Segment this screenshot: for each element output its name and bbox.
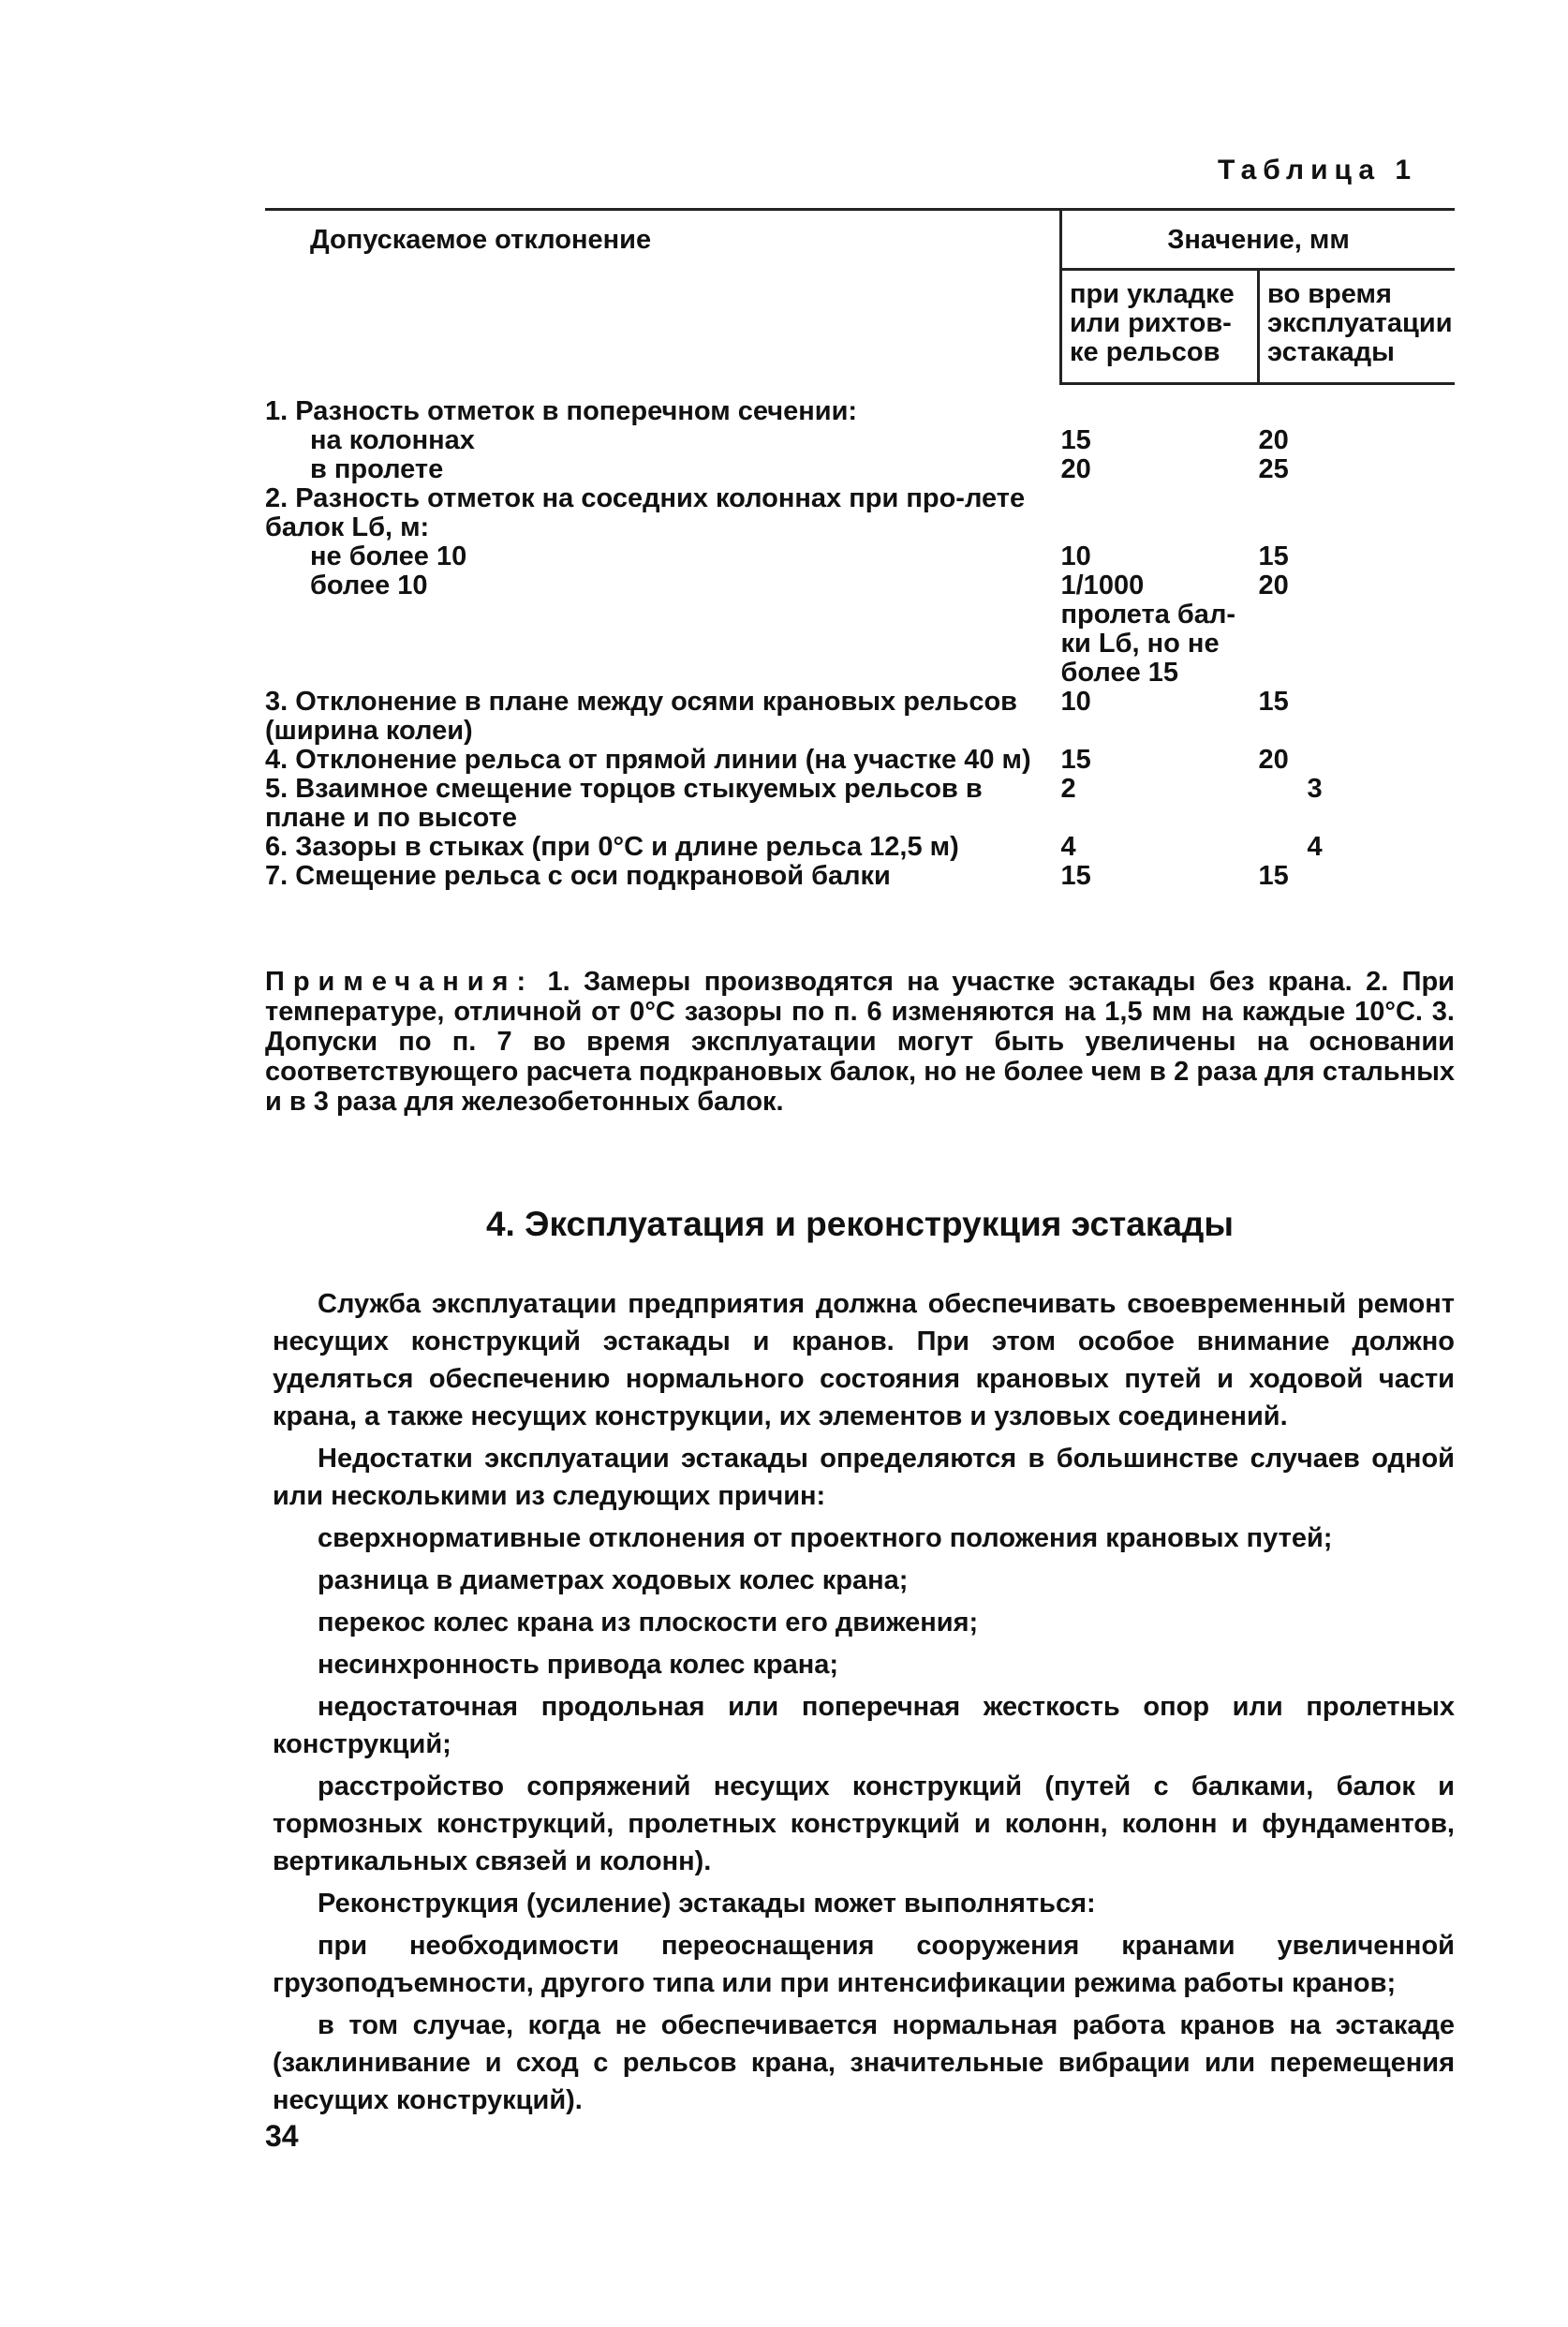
row-parameter: 1. Разность отметок в поперечном сечении: (265, 395, 858, 426)
row-value-operation: 20 (1258, 570, 1289, 600)
row-parameter: 7. Смещение рельса с оси подкрановой балки (265, 860, 891, 891)
header-sub-installation: при укладке или рихтов-ке рельсов (1061, 270, 1259, 384)
row-value-operation: 15 (1258, 686, 1289, 717)
row-value-install: 4 (1060, 831, 1076, 862)
row-value-install (1061, 484, 1259, 542)
row-value-operation: 4 (1307, 831, 1323, 862)
row-value-install: 15 (1060, 860, 1091, 891)
row-value-install: 20 (1060, 453, 1091, 484)
list-item: несинхронность привода колес крана; (318, 1650, 839, 1680)
row-parameter: 2. Разность отметок на соседних колоннах при про-лете балок Lб, м: (265, 482, 1026, 542)
row-value-install: 15 (1060, 744, 1091, 775)
header-sub-operation: во время эксплуатации эстакады (1259, 270, 1456, 384)
table-row (265, 862, 1455, 891)
table-row (265, 484, 1455, 542)
row-parameter: 5. Взаимное смещение торцов стыкуемых рельсов в плане и по высоте (265, 773, 983, 833)
row-parameter: в пролете (310, 453, 444, 484)
list-item: разница в диаметрах ходовых колес крана; (318, 1565, 909, 1595)
body-text (273, 1285, 1455, 2124)
table-caption: Таблица 1 (1218, 155, 1418, 185)
header-value: Значение, мм (1061, 210, 1456, 270)
table-row (265, 384, 1455, 426)
row-value-operation: 3 (1307, 773, 1323, 804)
row-value-install (1061, 384, 1259, 426)
row-value-install: 1/1000 пролета бал-ки Lб, но не более 15 (1060, 570, 1236, 688)
table-row (265, 833, 1455, 862)
row-parameter: 3. Отклонение в плане между осями крановых рельсов (ширина колеи) (265, 686, 1018, 746)
note-lead: Примечания: (265, 967, 535, 997)
row-value-install: 10 (1060, 686, 1091, 717)
paragraph: Служба эксплуатации предприятия должна обеспечивать своевременный ремонт несущих конструкций эстакады и кранов. При этом особое внимание должно уделяться обеспечению нормального состояния крановых путей и ходовой части крана, а также несущих конструкции, их элементов и узловых соединений. (273, 1289, 1455, 1431)
table-row (265, 571, 1455, 688)
row-value-operation: 15 (1258, 541, 1289, 571)
table-row (265, 746, 1455, 775)
row-value-install: 10 (1060, 541, 1091, 571)
row-value-operation (1259, 384, 1456, 426)
list-item: перекос колес крана из плоскости его движения; (318, 1608, 979, 1638)
table-row (265, 688, 1455, 746)
row-parameter: на колоннах (310, 424, 475, 455)
row-value-operation: 25 (1258, 453, 1289, 484)
table-row (265, 775, 1455, 833)
section-title: 4. Эксплуатация и реконструкция эстакады (485, 1205, 1234, 1243)
row-parameter: более 10 (310, 570, 428, 600)
row-value-operation: 20 (1258, 424, 1289, 455)
list-item: при необходимости переоснащения сооружения кранами увеличенной грузоподъемности, другого типа или при интенсификации режима работы кранов; (273, 1931, 1455, 1998)
row-value-install: 2 (1060, 773, 1076, 804)
list-item: недостаточная продольная или поперечная жесткость опор или пролетных конструкций; (273, 1692, 1455, 1759)
paragraph: Реконструкция (усиление) эстакады может выполняться: (318, 1889, 1096, 1919)
table-row (265, 455, 1455, 484)
note-text: 1. Замеры производятся на участке эстакады без крана. 2. При температуре, отличной от 0°С зазоры по п. 6 изменяются на 1,5 мм на каждые 10°С. 3. Допуски по п. 7 во время эксплуатации могут быть увеличены на основании соответствующего расчета подкрановых балок, но не более чем в 2 раза для стальных и в 3 раза для железобетонных балок. (265, 967, 1455, 1117)
row-parameter: не более 10 (310, 541, 467, 571)
paragraph: Недостатки эксплуатации эстакады определяются в большинстве случаев одной или несколькими из следующих причин: (273, 1444, 1455, 1511)
row-value-install: 15 (1060, 424, 1091, 455)
row-value-operation: 20 (1258, 744, 1289, 775)
page-number: 34 (265, 2119, 299, 2153)
table-row (265, 542, 1455, 571)
row-value-operation (1259, 484, 1456, 542)
list-item: в том случае, когда не обеспечивается нормальная работа кранов на эстакаде (заклинивание и сход с рельсов крана, значительные вибрации или перемещения несущих конструкций). (273, 2010, 1455, 2115)
tolerance-table (265, 208, 1455, 891)
table-note (265, 967, 1455, 1117)
header-parameter: Допускаемое отклонение (265, 210, 1061, 384)
row-parameter: 4. Отклонение рельса от прямой линии (на участке 40 м) (265, 744, 1031, 775)
list-item: сверхнормативные отклонения от проектного положения крановых путей; (318, 1523, 1333, 1553)
row-value-operation: 15 (1258, 860, 1289, 891)
list-item: расстройство сопряжений несущих конструкций (путей с балками, балок и тормозных конструкций, пролетных конструкций и колонн, колонн и фундаментов, вертикальных связей и колонн). (273, 1771, 1455, 1876)
table-row (265, 426, 1455, 455)
row-parameter: 6. Зазоры в стыках (при 0°С и длине рельса 12,5 м) (265, 831, 959, 862)
